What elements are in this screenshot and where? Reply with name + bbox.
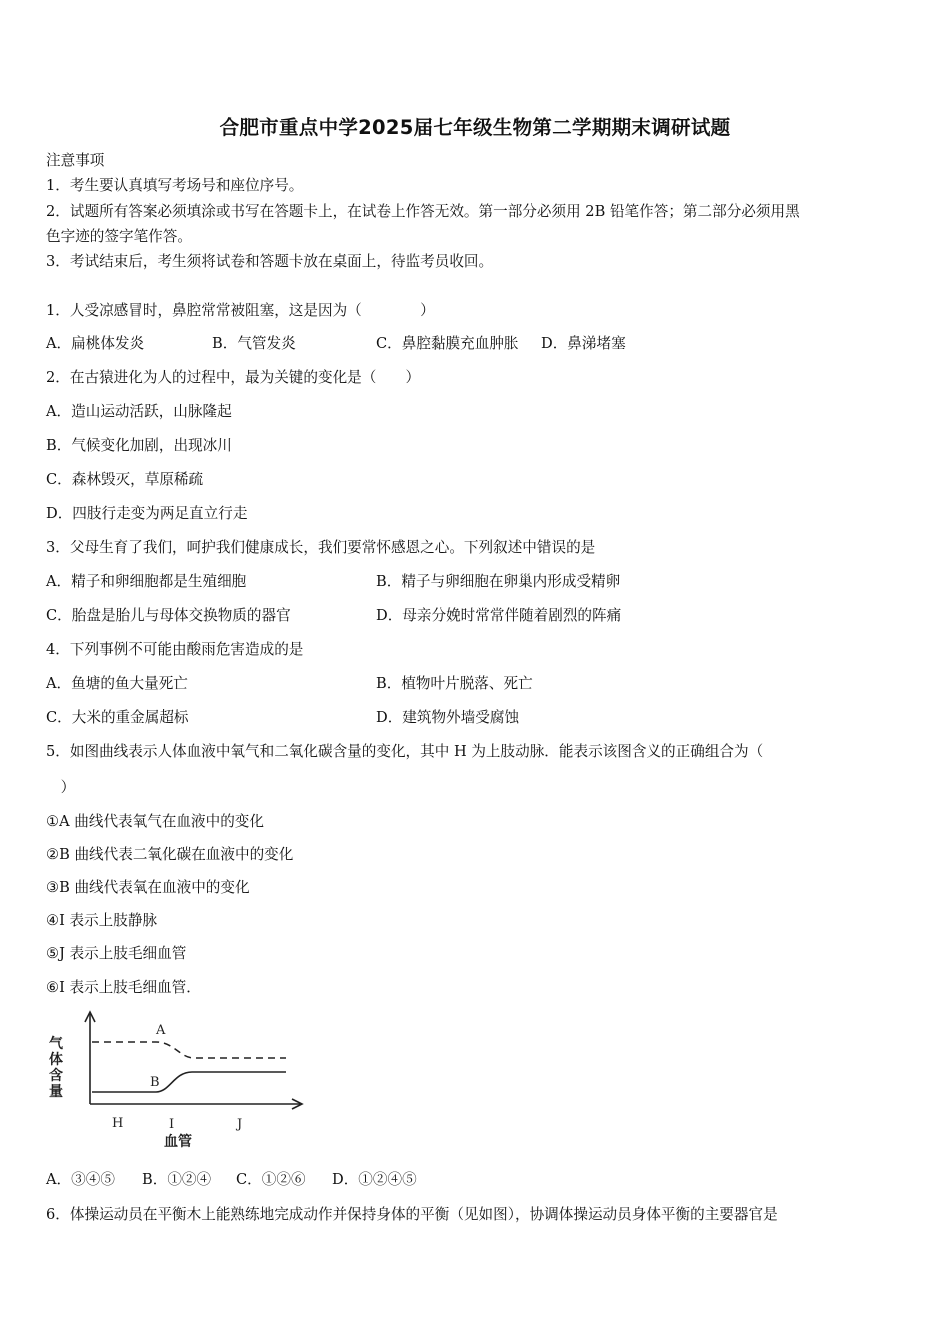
q5-statement-3: ③B 曲线代表氧在血液中的变化 — [46, 879, 250, 896]
q1-stem: 1．人受凉感冒时，鼻腔常常被阻塞，这是因为（ ） — [46, 302, 435, 319]
q4-option-b: B．植物叶片脱落、死亡 — [376, 675, 533, 692]
graph-tick-j: J — [237, 1117, 243, 1132]
q5-option-d: D．①②④⑤ — [332, 1171, 417, 1188]
graph-tick-i: I — [169, 1117, 175, 1132]
q5-option-c: C．①②⑥ — [236, 1171, 306, 1188]
q4-option-a: A．鱼塘的鱼大量死亡 — [46, 675, 188, 692]
q5-option-a: A．③④⑤ — [46, 1171, 115, 1188]
q6-stem: 6．体操运动员在平衡木上能熟练地完成动作并保持身体的平衡（见如图），协调体操运动员身体平衡的主要器官是 — [46, 1206, 778, 1223]
q4-option-d: D．建筑物外墙受腐蚀 — [376, 709, 520, 726]
q4-option-c: C．大米的重金属超标 — [46, 709, 189, 726]
q3-stem: 3．父母生育了我们，呵护我们健康成长，我们要常怀感恩之心。下列叙述中错误的是 — [46, 539, 596, 556]
q5-statement-1: ①A 曲线代表氧气在血液中的变化 — [46, 813, 264, 830]
q3-option-b: B．精子与卵细胞在卵巢内形成受精卵 — [376, 573, 621, 590]
graph-tick-h: H — [112, 1116, 124, 1131]
graph-curve-a — [92, 1042, 286, 1058]
graph-xlabel: 血管 — [164, 1134, 192, 1150]
notice-heading: 注意事项 — [46, 152, 105, 169]
q5-statement-6: ⑥I 表示上肢毛细血管． — [46, 979, 201, 996]
q1-option-a: A．扁桃体发炎 — [46, 335, 145, 352]
notice-item-2-cont: 色字迹的签字笔作答。 — [46, 228, 192, 245]
q5-option-b: B．①②④ — [142, 1171, 212, 1188]
q2-option-b: B．气候变化加剧，出现冰川 — [46, 437, 232, 454]
q5-statement-4: ④I 表示上肢静脉 — [46, 912, 158, 929]
notice-item-2: 2．试题所有答案必须填涂或书写在答题卡上，在试卷上作答无效。第一部分必须用 2B 铅笔作答；第二部分必须用黑 — [46, 203, 800, 220]
graph-ylabel-char-4: 量 — [49, 1084, 63, 1100]
graph-label-b: B — [150, 1075, 160, 1090]
q5-stem-cont: ） — [46, 779, 76, 796]
q5-statement-5: ⑤J 表示上肢毛细血管 — [46, 945, 187, 962]
q2-option-a: A．造山运动活跃，山脉隆起 — [46, 403, 232, 420]
q3-option-d: D．母亲分娩时常常伴随着剧烈的阵痛 — [376, 607, 622, 624]
q3-option-a: A．精子和卵细胞都是生殖细胞 — [46, 573, 247, 590]
graph-ylabel-char-1: 气 — [49, 1036, 63, 1052]
gas-content-graph — [44, 1006, 314, 1156]
q4-stem: 4．下列事例不可能由酸雨危害造成的是 — [46, 641, 304, 658]
q5-stem: 5．如图曲线表示人体血液中氧气和二氧化碳含量的变化，其中 H 为上肢动脉．能表示该图含义的正确组合为（ — [46, 743, 764, 760]
q1-option-d: D．鼻涕堵塞 — [541, 335, 626, 352]
q2-option-d: D．四肢行走变为两足直立行走 — [46, 505, 248, 522]
graph-label-a: A — [156, 1023, 166, 1038]
graph-curve-b — [92, 1072, 286, 1092]
notice-item-3: 3．考试结束后，考生须将试卷和答题卡放在桌面上，待监考员收回。 — [46, 253, 494, 270]
page-title: 合肥市重点中学2025届七年级生物第二学期期末调研试题 — [219, 116, 731, 139]
q3-option-c: C．胎盘是胎儿与母体交换物质的器官 — [46, 607, 291, 624]
q5-statement-2: ②B 曲线代表二氧化碳在血液中的变化 — [46, 846, 294, 863]
graph-ylabel-char-3: 含 — [49, 1068, 63, 1084]
q1-option-b: B．气管发炎 — [212, 335, 296, 352]
graph-ylabel-char-2: 体 — [49, 1052, 63, 1068]
q2-stem: 2．在古猿进化为人的过程中，最为关键的变化是（ ） — [46, 369, 421, 386]
notice-item-1: 1．考生要认真填写考场号和座位序号。 — [46, 177, 304, 194]
q2-option-c: C．森林毁灭，草原稀疏 — [46, 471, 204, 488]
q1-option-c: C．鼻腔黏膜充血肿胀 — [376, 335, 519, 352]
